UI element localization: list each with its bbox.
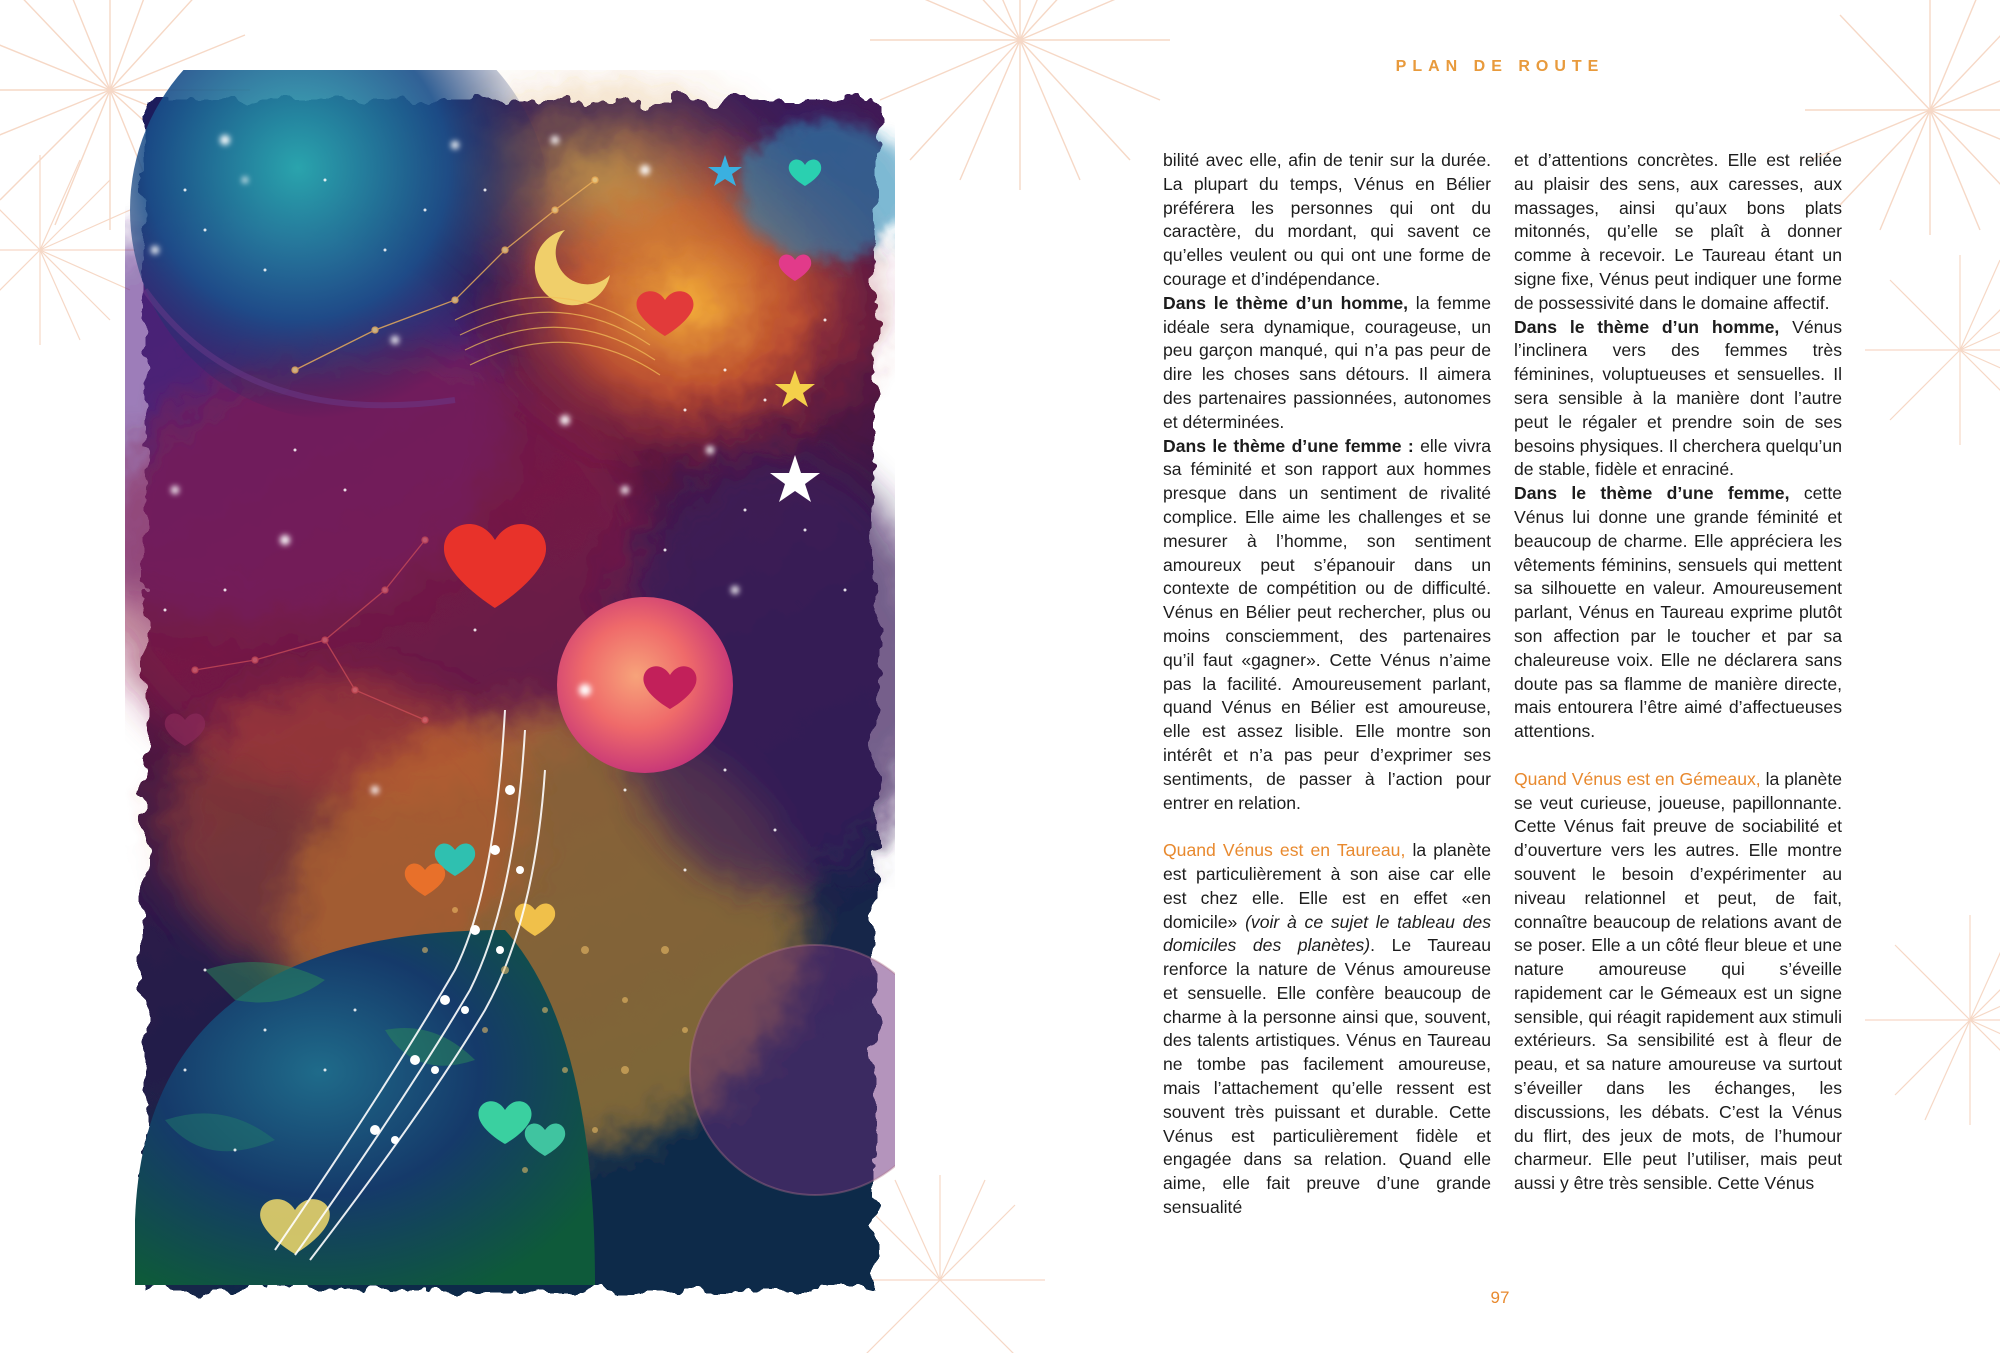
dandelion-decoration-right-mid [1860,250,2000,450]
paragraph-text: Vénus l’inclinera vers des femmes très féminines, voluptueuses et sensuelles. Il sera sensible à la manière dont l’autre peut le régaler et prendre soin de ses besoins physiques. Il cherchera quelqu’un de stable, fidèle et enraciné. [1514,316,1842,480]
paragraph-spacer [1163,815,1491,839]
paragraph-spacer [1514,744,1842,768]
section-lead-in: Quand Vénus est en Gémeaux, [1514,768,1761,789]
section-lead-in: Quand Vénus est en Taureau, [1163,840,1406,861]
running-header: PLAN DE ROUTE [1395,58,1605,75]
paragraph-italic: (voir à ce sujet le tableau des domiciles des planètes) [1163,911,1491,956]
paragraph-text: la femme idéale sera dynamique, courageuse, un peu garçon manqué, qui n’a pas peur de dire les choses sans détours. Il aimera des partenaires passionnées, autonomes et déterminées. [1163,292,1491,432]
paragraph [1163,839,1491,1220]
paragraph-text: cette Vénus lui donne une grande féminité et beaucoup de charme. Elle appréciera les vêtements féminins, sensuels qui mettent sa silhouette en valeur. Amoureusement parlant, Vénus en Taureau exprime plutôt son affection par le toucher et par sa chaleureuse voix. Elle ne déclarera sans doute pas sa flamme de manière directe, mais entourera l’être aimé d’affectueuses attentions. [1514,483,1842,742]
dandelion-decoration-right-low [1860,910,2000,1130]
paragraph-heading: Dans le thème d’un homme, [1514,316,1780,337]
paragraph [1514,482,1842,744]
paragraph-text: la planète se veut curieuse, joueuse, papillonnante. Cette Vénus fait preuve de sociabilité et d’ouverture vers les autres. Elle montre souvent le besoin d’expérimenter au niveau relationnel et peut, de fait, connaître beaucoup de relations avant de se poser. Elle a un côté fleur bleue et une nature amoureuse qui s’éveille rapidement car le Gémeaux est un signe sensible, qui réagit rapidement aux stimuli extérieurs. Sa sensibilité est à fleur de peau, et sa nature amoureuse va surtout s’éveiller dans les échanges, les discussions, les débats. C’est la Vénus du flirt, des jeux de mots, de l’humour charmeur. Elle peut l’utiliser, mais peut aussi y être très sensible. Cette Vénus [1514,768,1842,1194]
paragraph [1514,768,1842,1196]
paragraph [1514,149,1842,316]
paragraph-text: bilité avec elle, afin de tenir sur la durée. La plupart du temps, Vénus en Bélier préférera les personnes qui ont du caractère, du mordant, qui savent ce qu’elles veulent ou qui ont une forme de courage et d’indépendance. [1163,150,1491,289]
cosmic-venus-illustration [125,70,895,1315]
paragraph [1163,149,1491,292]
paragraph-heading: Dans le thème d’une femme : [1163,435,1414,456]
text-column-left [1163,149,1491,1220]
paragraph [1163,292,1491,435]
paragraph-text: la planète est particulièrement à son aise car elle est chez elle. Elle est en effet «en domicile» [1163,840,1491,932]
paragraph-text: elle vivra sa féminité et son rapport aux hommes presque dans un sentiment de rivalité complice. Elle aime les challenges et se mesurer à l’homme, son sentiment amoureux peut s’épanouir dans un contexte de compétition ou de difficulté. Vénus en Bélier peut rechercher, plus ou moins consciemment, des partenaires qu’il faut «gagner». Cette Vénus n’aime pas la facilité. Amoureusement parlant, quand Vénus en Bélier est amoureuse, elle est assez lisible. Elle montre son intérêt et n’a pas peur d’exprimer ses sentiments, de passer à l’action pour entrer en relation. [1163,435,1491,813]
paragraph-heading: Dans le thème d’une femme, [1514,483,1790,504]
paragraph [1163,435,1491,816]
dandelion-decoration-left-mid [0,150,140,350]
dandelion-decoration-top-center [860,0,1180,200]
paragraph-heading: Dans le thème d’un homme, [1163,292,1409,313]
text-column-right [1514,149,1842,1196]
paragraph-text: . Le Taureau renforce la nature de Vénus amoureuse et sensuelle. Elle confère beaucoup de charme à la personne ainsi que, souvent, des talents artistiques. Vénus en Taureau ne tombe pas facilement amoureuse, mais l’attachement qu’elle ressent est souvent très puissant et durable. Cette Vénus est particulièrement fidèle et engagée dans sa relation. Quand elle aime, elle fait preuve d’une grande sensualité [1163,935,1491,1218]
paragraph-text: et d’attentions concrètes. Elle est reliée au plaisir des sens, aux caresses, aux massages, ainsi qu’aux bons plats mitonnés, qu’elle se plaît à donner comme à recevoir. Le Taureau étant un signe fixe, Vénus peut indiquer une forme de possessivité dans le domaine affectif. [1514,150,1842,313]
page-number: 97 [1490,1288,1510,1307]
paragraph [1514,316,1842,483]
